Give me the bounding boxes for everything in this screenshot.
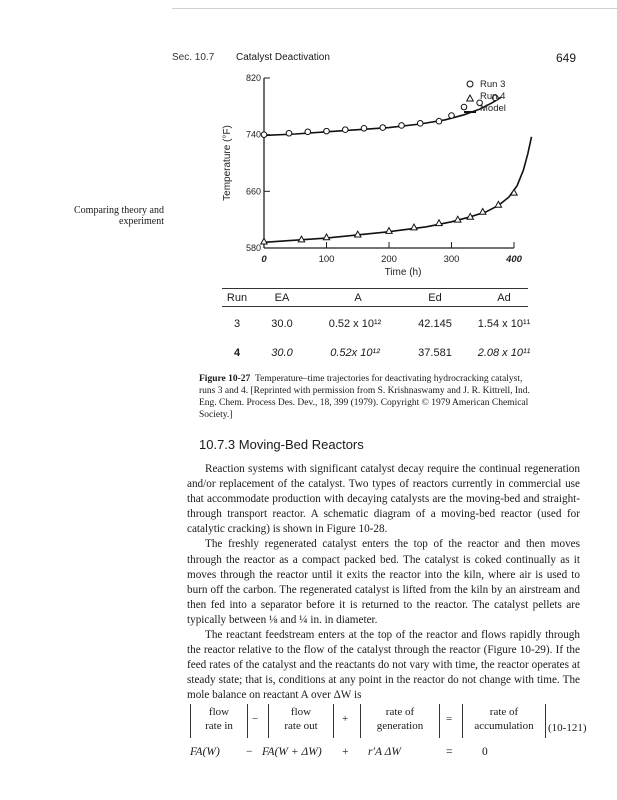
legend-label: Run 4 (480, 91, 506, 102)
table-header-ed: Ed (428, 292, 442, 304)
table-top-rule (222, 288, 528, 289)
page-number: 649 (556, 51, 577, 65)
run4-point (386, 228, 392, 234)
table-cell: 3 (233, 318, 241, 330)
run3-point (417, 121, 423, 127)
symbol-term: FA(W + ΔW) (262, 746, 322, 758)
equation-term-flow-out (268, 704, 334, 738)
operator: − (252, 713, 259, 725)
run3-point (461, 104, 467, 110)
run3-point (286, 130, 292, 136)
table-cell: 2.08 x 10¹¹ (477, 347, 531, 359)
symbolic-equation (190, 746, 590, 764)
run3-point (449, 113, 455, 119)
figure-label: Figure 10-27 (199, 374, 251, 384)
y-tick-label: 660 (245, 186, 261, 197)
table-cell: 4 (233, 347, 241, 359)
run4-point (323, 234, 329, 240)
x-tick-label: 200 (381, 254, 397, 265)
equation-term-accumulation (462, 704, 546, 738)
term-bottom: accumulation (474, 720, 534, 732)
x-tick-label: 0 (261, 254, 267, 265)
y-axis-label: Temperature (°F) (222, 125, 233, 201)
legend-run3-marker (467, 81, 473, 87)
table-cell: 0.52x 10¹² (330, 347, 380, 359)
term-top: rate of (489, 706, 519, 718)
operator: + (342, 713, 349, 725)
run3-point (261, 132, 267, 138)
equation-number: (10-121) (548, 722, 587, 734)
symbol-term: FA(W) (190, 746, 220, 758)
table-header-ad: Ad (497, 292, 511, 304)
running-title: Catalyst Deactivation (236, 52, 330, 63)
run3-point (436, 118, 442, 124)
term-bottom: rate out (284, 720, 318, 732)
equation-term-generation (360, 704, 440, 738)
table-cell: 0.52 x 10¹² (328, 318, 382, 330)
y-tick-label: 580 (245, 243, 261, 253)
legend-label: Run 3 (480, 79, 506, 90)
term-top: flow (208, 706, 230, 718)
paragraph: Reaction systems with significant catalyst decay require the continual regeneration and/or replacement of the catalyst. Two types of reactors currently in commercial use that accommodate production with decaying catalysts are the moving-bed and straight-through transport reactor. A schematic diagram of a moving-bed reactor (used for catalytic cracking) is shown in Figure 10-28. (187, 463, 580, 536)
figure-caption (199, 373, 539, 421)
model-curve (264, 137, 532, 243)
run3-point (342, 127, 348, 133)
run3-point (361, 125, 367, 131)
symbol-term: r′A ΔW (368, 746, 402, 758)
equation-term-flow-in (190, 704, 248, 738)
symbol-op: = (446, 746, 453, 758)
paragraph: The freshly regenerated catalyst enters the top of the reactor and then moves through the reactor as a compact packed bed. The catalyst is coked continually as it moves through the reactor until it exits the reactor into the kiln, where air is used to burn off the carbon. The regenerated catalyst is lifted from the kiln by an airstream and then fed into a separator before it is returned to the reactor. The catalyst pellets are typically between ⅛ and ¼ in. in diameter. (187, 538, 580, 626)
run3-point (380, 125, 386, 131)
x-axis-label: Time (h) (384, 267, 422, 278)
symbol-op: + (342, 746, 349, 758)
table-header-ea: EA (274, 292, 290, 304)
table-header-run: Run (226, 292, 248, 304)
run4-point (436, 220, 442, 226)
margin-note: Comparing theory and experiment (74, 205, 164, 227)
term-bottom: generation (376, 720, 424, 732)
legend-run4-marker (467, 95, 474, 101)
table-cell: 42.145 (418, 318, 452, 330)
term-top: rate of (385, 706, 415, 718)
y-tick-label: 820 (245, 73, 261, 83)
section-label: Sec. 10.7 (172, 52, 215, 63)
symbol-term: 0 (482, 746, 488, 758)
run3-point (399, 123, 405, 129)
temperature-time-chart (200, 68, 540, 286)
figure-caption-text: Temperature–time trajectories for deactivating hydrocracking catalyst, runs 3 and 4. [Reprinted with permission from S. Krishnaswamy and J. R. Kittrell, Ind. Eng. Chem. Process Des. Dev., 18, 399 (1979). Copyright © 1979 American Chemical Society.] (199, 374, 530, 420)
table-header-rule (222, 306, 528, 307)
x-tick-label: 400 (506, 254, 522, 265)
operator: = (446, 713, 453, 725)
body-text (187, 462, 580, 704)
term-top: flow (290, 706, 312, 718)
symbol-op: − (246, 746, 253, 758)
table-header-a: A (354, 292, 362, 304)
section-heading: 10.7.3 Moving-Bed Reactors (199, 437, 364, 452)
paragraph: The reactant feedstream enters at the top of the reactor and flows rapidly through the reactor relative to the flow of the catalyst through the reactor (Figure 10-29). If the feed rates of the catalyst and the reactants do not vary with time, the reactor operates at steady state; that is, conditions at any point in the reactor do not change with time. The mole balance on reactant A over ΔW is (187, 629, 580, 702)
term-bottom: rate in (205, 720, 233, 732)
run4-point (411, 224, 417, 230)
table-cell: 1.54 x 10¹¹ (477, 318, 531, 330)
table-cell: 37.581 (418, 347, 452, 359)
legend-label: Model (480, 103, 506, 114)
x-tick-label: 300 (443, 254, 460, 265)
run4-point (261, 238, 267, 244)
run3-point (324, 128, 330, 134)
x-tick-label: 100 (318, 254, 335, 265)
table-cell: 30.0 (271, 318, 293, 330)
table-cell: 30.0 (271, 347, 293, 359)
balance-equation (190, 704, 590, 744)
top-rule (172, 8, 617, 9)
y-tick-label: 740 (245, 129, 261, 140)
run3-point (305, 129, 311, 135)
